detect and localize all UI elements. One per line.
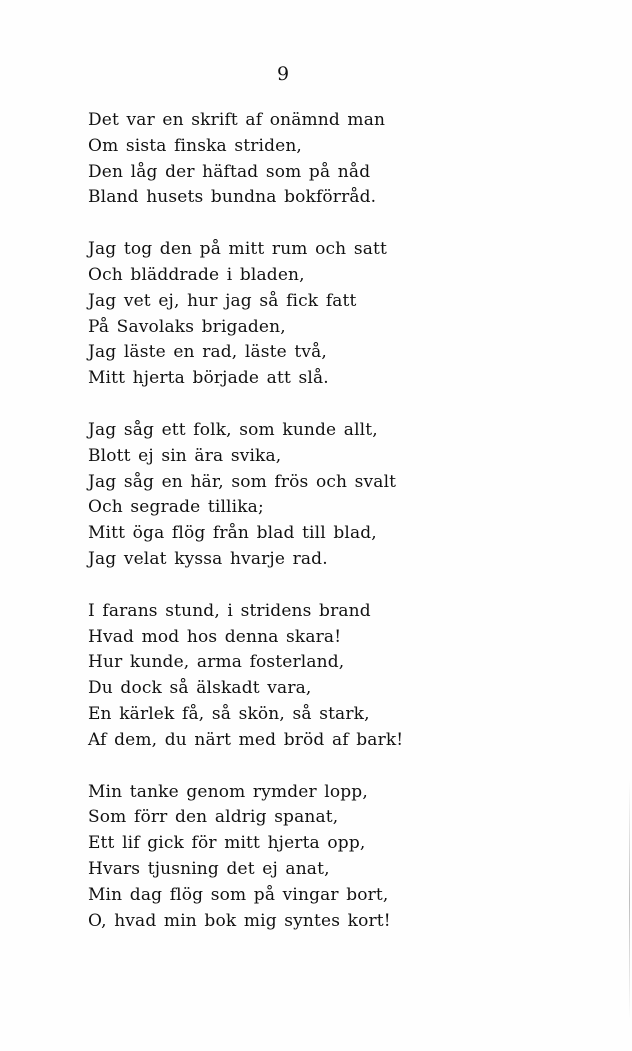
poem-line: Ett lif gick för mitt hjerta opp, — [88, 833, 366, 854]
stanza-4 — [88, 599, 448, 754]
poem-line: Mitt hjerta började att slå. — [88, 368, 329, 389]
poem-line: Som förr den aldrig spanat, — [88, 807, 339, 828]
page-number: 9 — [276, 63, 290, 85]
poem-line: Om sista finska striden, — [88, 135, 302, 156]
page-edge-shadow — [629, 780, 630, 1020]
poem-line: Min tanke genom rymder lopp, — [88, 781, 368, 802]
poem-line: Af dem, du närt med bröd af bark! — [88, 729, 404, 750]
poem-line: Och segrade tillika; — [88, 497, 264, 518]
poem-line: Hvars tjusning det ej anat, — [88, 858, 330, 879]
stanza-2 — [88, 237, 448, 392]
poem-line: På Savolaks brigaden, — [88, 316, 286, 337]
poem-line: Blott ej sin ära svika, — [88, 445, 282, 466]
poem-line: Jag velat kyssa hvarje rad. — [88, 548, 328, 569]
stanza-3 — [88, 418, 448, 573]
poem-line: Hur kunde, arma fosterland, — [88, 652, 345, 673]
poem-line: Du dock så älskadt vara, — [88, 678, 312, 699]
poem-line: Jag läste en rad, läste två, — [88, 342, 327, 363]
stanza-1 — [88, 108, 448, 211]
poem — [88, 108, 448, 960]
poem-line: Jag såg en här, som frös och svalt — [88, 471, 397, 492]
poem-line: Mitt öga flög från blad till blad, — [88, 523, 377, 544]
poem-line: Och bläddrade i bladen, — [88, 264, 305, 285]
poem-line: Bland husets bundna bokförråd. — [88, 187, 377, 208]
stanza-5 — [88, 780, 448, 935]
poem-line: Hvad mod hos denna skara! — [88, 626, 342, 647]
poem-line: En kärlek få, så skön, så stark, — [88, 703, 370, 724]
poem-line: Min dag flög som på vingar bort, — [88, 884, 389, 905]
poem-line: Jag såg ett folk, som kunde allt, — [88, 419, 378, 440]
poem-line: Den låg der häftad som på nåd — [88, 161, 371, 182]
poem-line: Jag vet ej, hur jag så fick fatt — [88, 290, 357, 311]
poem-line: Jag tog den på mitt rum och satt — [88, 239, 387, 260]
poem-line: O, hvad min bok mig syntes kort! — [88, 910, 391, 931]
poem-line: I farans stund, i stridens brand — [88, 600, 371, 621]
poem-line: Det var en skrift af onämnd man — [88, 110, 386, 130]
